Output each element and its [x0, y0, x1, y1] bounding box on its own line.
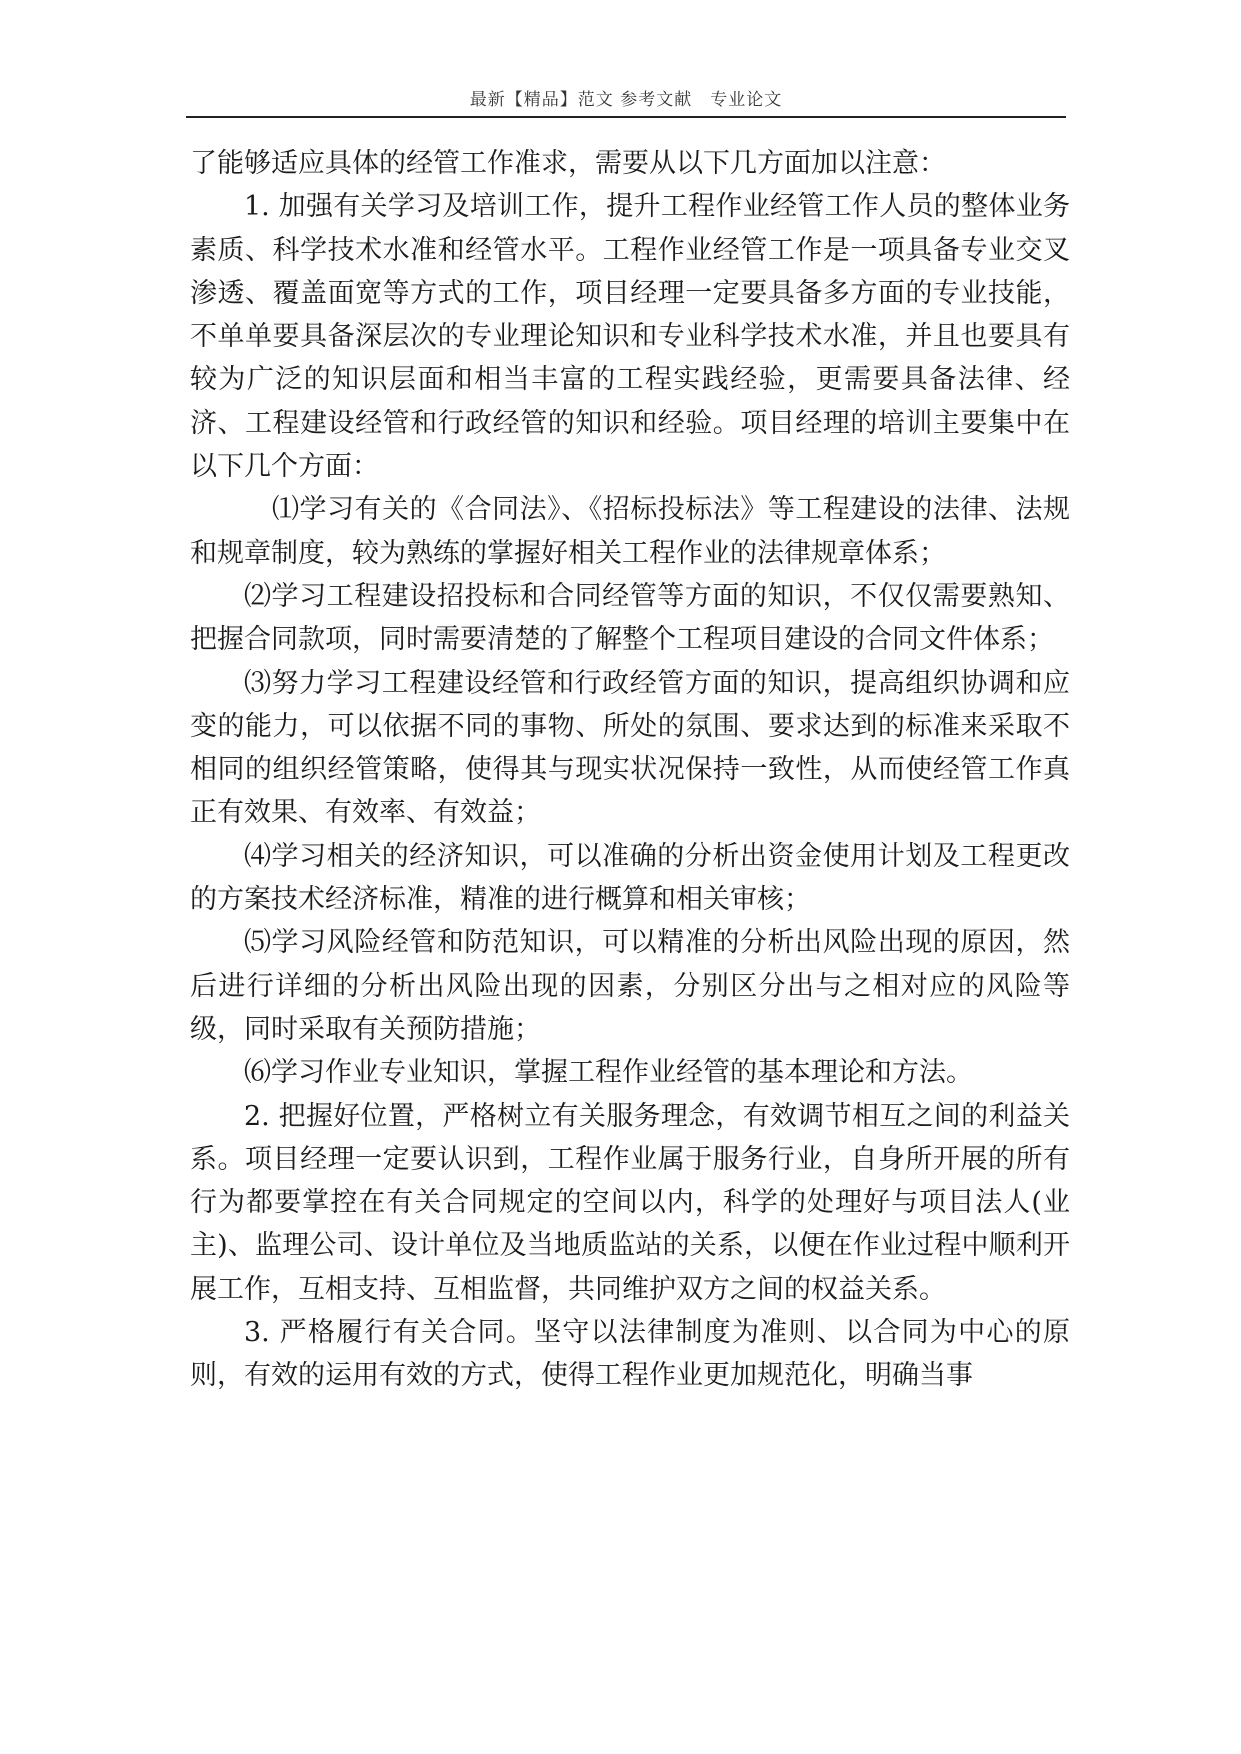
- paragraph-point-1: 1. 加强有关学习及培训工作，提升工程作业经管工作人员的整体业务素质、科学技术水准和经管水平。工程作业经管工作是一项具备专业交叉渗透、覆盖面宽等方式的工作，项目经理一定要具备多方面的专业技能，不单单要具备深层次的专业理论知识和专业科学技术水准，并且也要具有较为广泛的知识层面和相当丰富的工程实践经验，更需要具备法律、经济、工程建设经管和行政经管的知识和经验。项目经理的培训主要集中在以下几个方面：: [190, 191, 1070, 483]
- paragraph-subpoint-3: ⑶努力学习工程建设经管和行政经管方面的知识，提高组织协调和应变的能力，可以依据不同的事物、所处的氛围、要求达到的标准来采取不相同的组织经管策略，使得其与现实状况保持一致性，从而使经管工作真正有效果、有效率、有效益；: [190, 667, 1070, 829]
- paragraph-point-3: 3. 严格履行有关合同。坚守以法律制度为准则、以合同为中心的原则，有效的运用有效的方式，使得工程作业更加规范化，明确当事: [190, 1317, 1070, 1392]
- paragraph-subpoint-2: ⑵学习工程建设招投标和合同经管等方面的知识，不仅仅需要熟知、把握合同款项，同时需要清楚的了解整个工程项目建设的合同文件体系；: [190, 580, 1070, 656]
- document-body: [190, 142, 1070, 1398]
- header-divider: [186, 116, 1066, 118]
- paragraph-subpoint-5: ⑸学习风险经管和防范知识，可以精准的分析出风险出现的原因，然后进行详细的分析出风险出现的因素，分别区分出与之相对应的风险等级，同时采取有关预防措施；: [190, 927, 1070, 1045]
- paragraph-subpoint-1: ⑴学习有关的《合同法》、《招标投标法》等工程建设的法律、法规和规章制度，较为熟练的掌握好相关工程作业的法律规章体系；: [190, 494, 1070, 569]
- paragraph-continuation: 了能够适应具体的经管工作准求，需要从以下几方面加以注意：: [190, 148, 946, 179]
- paragraph-point-2: 2. 把握好位置，严格树立有关服务理念，有效调节相互之间的利益关系。项目经理一定要认识到，工程作业属于服务行业，自身所开展的所有行为都要掌控在有关合同规定的空间以内，科学的处理好与项目法人(业主)、监理公司、设计单位及当地质监站的关系，以便在作业过程中顺利开展工作，互相支持、互相监督，共同维护双方之间的权益关系。: [190, 1100, 1070, 1305]
- paragraph-subpoint-6: ⑹学习作业专业知识，掌握工程作业经管的基本理论和方法。: [244, 1057, 973, 1089]
- page-header: 最新【精品】范文 参考文献 专业论文: [469, 90, 783, 110]
- paragraph-subpoint-4: ⑷学习相关的经济知识，可以准确的分析出资金使用计划及工程更改的方案技术经济标准，精准的进行概算和相关审核；: [190, 840, 1070, 916]
